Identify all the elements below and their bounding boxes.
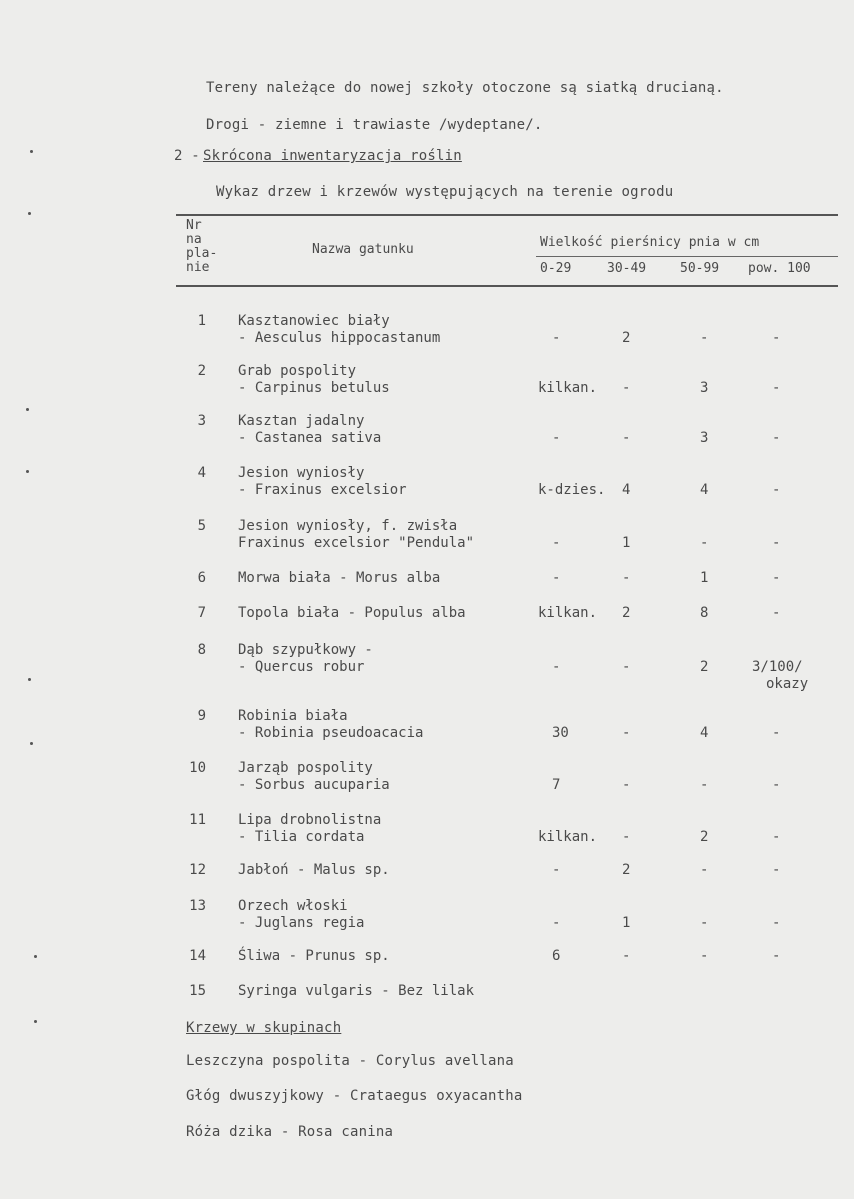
row-number: 14 xyxy=(189,948,206,964)
shrubs-title: Krzewy w skupinach xyxy=(186,1020,342,1036)
trunk-size-value: 3 xyxy=(700,380,709,396)
species-name-line: - Aesculus hippocastanum xyxy=(238,330,441,346)
shrub-item: Róża dzika - Rosa canina xyxy=(186,1124,394,1140)
trunk-size-value: 3/100/ xyxy=(752,659,803,675)
trunk-size-value: - xyxy=(772,482,781,498)
row-number: 9 xyxy=(197,708,206,724)
species-name-line: Fraxinus excelsior "Pendula" xyxy=(238,535,475,551)
trunk-size-value: 30 xyxy=(552,725,569,741)
header-range-1: 0-29 xyxy=(540,261,572,276)
margin-dot xyxy=(34,955,37,958)
header-trunk-size: Wielkość pierśnicy pnia w cm xyxy=(540,235,760,250)
section-number: 2 - xyxy=(174,148,200,164)
trunk-size-value: - xyxy=(552,862,561,878)
trunk-size-value: 7 xyxy=(552,777,561,793)
trunk-size-value: 8 xyxy=(700,605,709,621)
species-name-line: - Fraxinus excelsior xyxy=(238,482,407,498)
trunk-size-value: 2 xyxy=(622,862,631,878)
trunk-size-value: k-dzies. xyxy=(538,482,606,498)
trunk-size-value: 2 xyxy=(622,330,631,346)
table-top-rule xyxy=(176,214,838,216)
header-range-4: pow. 100 xyxy=(748,261,811,276)
row-number: 6 xyxy=(197,570,206,586)
header-range-2: 30-49 xyxy=(607,261,647,276)
trunk-size-value: - xyxy=(772,535,781,551)
species-name-line: - Quercus robur xyxy=(238,659,365,675)
margin-dot xyxy=(26,470,29,473)
header-nr-line: nie xyxy=(186,260,210,275)
species-name-line: Morwa biała - Morus alba xyxy=(238,570,441,586)
trunk-size-value: 2 xyxy=(622,605,631,621)
trunk-size-value: - xyxy=(772,430,781,446)
row-number: 4 xyxy=(197,465,206,481)
species-name-line: Śliwa - Prunus sp. xyxy=(238,948,390,964)
species-name-line: Syringa vulgaris - Bez lilak xyxy=(238,983,475,999)
header-nr xyxy=(186,219,217,275)
row-number: 1 xyxy=(197,313,206,329)
trunk-size-value: - xyxy=(700,777,709,793)
trunk-size-value: - xyxy=(700,330,709,346)
species-name-line: Jesion wyniosły, f. zwisła xyxy=(238,518,458,534)
species-name-line: - Castanea sativa xyxy=(238,430,382,446)
species-name-line: Jarząb pospolity xyxy=(238,760,373,776)
trunk-size-value: - xyxy=(552,570,561,586)
table-subtitle: Wykaz drzew i krzewów występujących na terenie ogrodu xyxy=(216,184,674,200)
species-name-line: Kasztanowiec biały xyxy=(238,313,390,329)
trunk-size-value: - xyxy=(700,948,709,964)
trunk-size-value: - xyxy=(700,915,709,931)
species-name-line: Orzech włoski xyxy=(238,898,348,914)
species-name-line: Lipa drobnolistna xyxy=(238,812,382,828)
trunk-size-value: - xyxy=(700,535,709,551)
margin-dot xyxy=(26,408,29,411)
trunk-size-value: 1 xyxy=(700,570,709,586)
trunk-size-value: - xyxy=(772,915,781,931)
trunk-size-value: - xyxy=(622,725,631,741)
margin-dot xyxy=(28,212,31,215)
trunk-size-value: - xyxy=(552,330,561,346)
species-name-line: Topola biała - Populus alba xyxy=(238,605,466,621)
trunk-size-value: - xyxy=(772,605,781,621)
intro-line-2: Drogi - ziemne i trawiaste /wydeptane/. xyxy=(206,117,543,133)
margin-dot xyxy=(30,150,33,153)
row-number: 3 xyxy=(197,413,206,429)
trunk-size-value: kilkan. xyxy=(538,829,598,845)
row-number: 8 xyxy=(197,642,206,658)
row-number: 2 xyxy=(197,363,206,379)
species-name-line: - Sorbus aucuparia xyxy=(238,777,390,793)
species-name-line: Robinia biała xyxy=(238,708,348,724)
trunk-size-note: okazy xyxy=(766,676,809,692)
trunk-size-value: 2 xyxy=(700,659,709,675)
trunk-size-value: - xyxy=(772,862,781,878)
header-nr-line: na xyxy=(186,232,202,247)
trunk-size-value: 6 xyxy=(552,948,561,964)
row-number: 11 xyxy=(189,812,206,828)
trunk-size-value: - xyxy=(622,430,631,446)
trunk-size-value: kilkan. xyxy=(538,605,598,621)
species-name-line: - Robinia pseudoacacia xyxy=(238,725,424,741)
trunk-size-value: kilkan. xyxy=(538,380,598,396)
row-number: 10 xyxy=(189,760,206,776)
species-name-line: - Tilia cordata xyxy=(238,829,365,845)
trunk-size-value: - xyxy=(622,659,631,675)
intro-line-1: Tereny należące do nowej szkoły otoczone są siatką drucianą. xyxy=(206,80,724,96)
header-range-3: 50-99 xyxy=(680,261,720,276)
header-nr-line: pla- xyxy=(186,246,218,261)
trunk-size-value: - xyxy=(772,777,781,793)
trunk-size-value: 4 xyxy=(700,725,709,741)
trunk-size-value: - xyxy=(772,948,781,964)
species-name-line: Jabłoń - Malus sp. xyxy=(238,862,390,878)
trunk-size-value: - xyxy=(772,330,781,346)
row-number: 5 xyxy=(197,518,206,534)
trunk-size-value: 4 xyxy=(622,482,631,498)
trunk-size-value: - xyxy=(622,380,631,396)
trunk-size-value: 2 xyxy=(700,829,709,845)
trunk-size-value: - xyxy=(622,829,631,845)
trunk-size-value: - xyxy=(772,829,781,845)
species-name-line: Dąb szypułkowy - xyxy=(238,642,373,658)
trunk-size-value: - xyxy=(772,570,781,586)
section-title: Skrócona inwentaryzacja roślin xyxy=(203,148,462,164)
margin-dot xyxy=(28,678,31,681)
trunk-size-value: - xyxy=(552,659,561,675)
species-name-line: Jesion wyniosły xyxy=(238,465,365,481)
row-number: 7 xyxy=(197,605,206,621)
trunk-size-value: 3 xyxy=(700,430,709,446)
trunk-size-value: - xyxy=(622,777,631,793)
trunk-size-value: - xyxy=(552,535,561,551)
header-bottom-rule xyxy=(176,285,838,287)
margin-dot xyxy=(30,742,33,745)
header-sub-rule xyxy=(536,256,838,257)
trunk-size-value: 4 xyxy=(700,482,709,498)
trunk-size-value: 1 xyxy=(622,915,631,931)
trunk-size-value: - xyxy=(552,430,561,446)
header-species-name: Nazwa gatunku xyxy=(312,242,414,257)
species-name-line: - Carpinus betulus xyxy=(238,380,390,396)
trunk-size-value: 1 xyxy=(622,535,631,551)
species-name-line: - Juglans regia xyxy=(238,915,365,931)
header-nr-line: Nr xyxy=(186,218,202,233)
species-name-line: Grab pospolity xyxy=(238,363,357,379)
species-name-line: Kasztan jadalny xyxy=(238,413,365,429)
trunk-size-value: - xyxy=(622,948,631,964)
trunk-size-value: - xyxy=(622,570,631,586)
margin-dot xyxy=(34,1020,37,1023)
row-number: 15 xyxy=(189,983,206,999)
trunk-size-value: - xyxy=(772,380,781,396)
trunk-size-value: - xyxy=(552,915,561,931)
shrub-item: Leszczyna pospolita - Corylus avellana xyxy=(186,1053,514,1069)
row-number: 13 xyxy=(189,898,206,914)
row-number: 12 xyxy=(189,862,206,878)
trunk-size-value: - xyxy=(772,725,781,741)
shrub-item: Głóg dwuszyjkowy - Crataegus oxyacantha xyxy=(186,1088,523,1104)
trunk-size-value: - xyxy=(700,862,709,878)
